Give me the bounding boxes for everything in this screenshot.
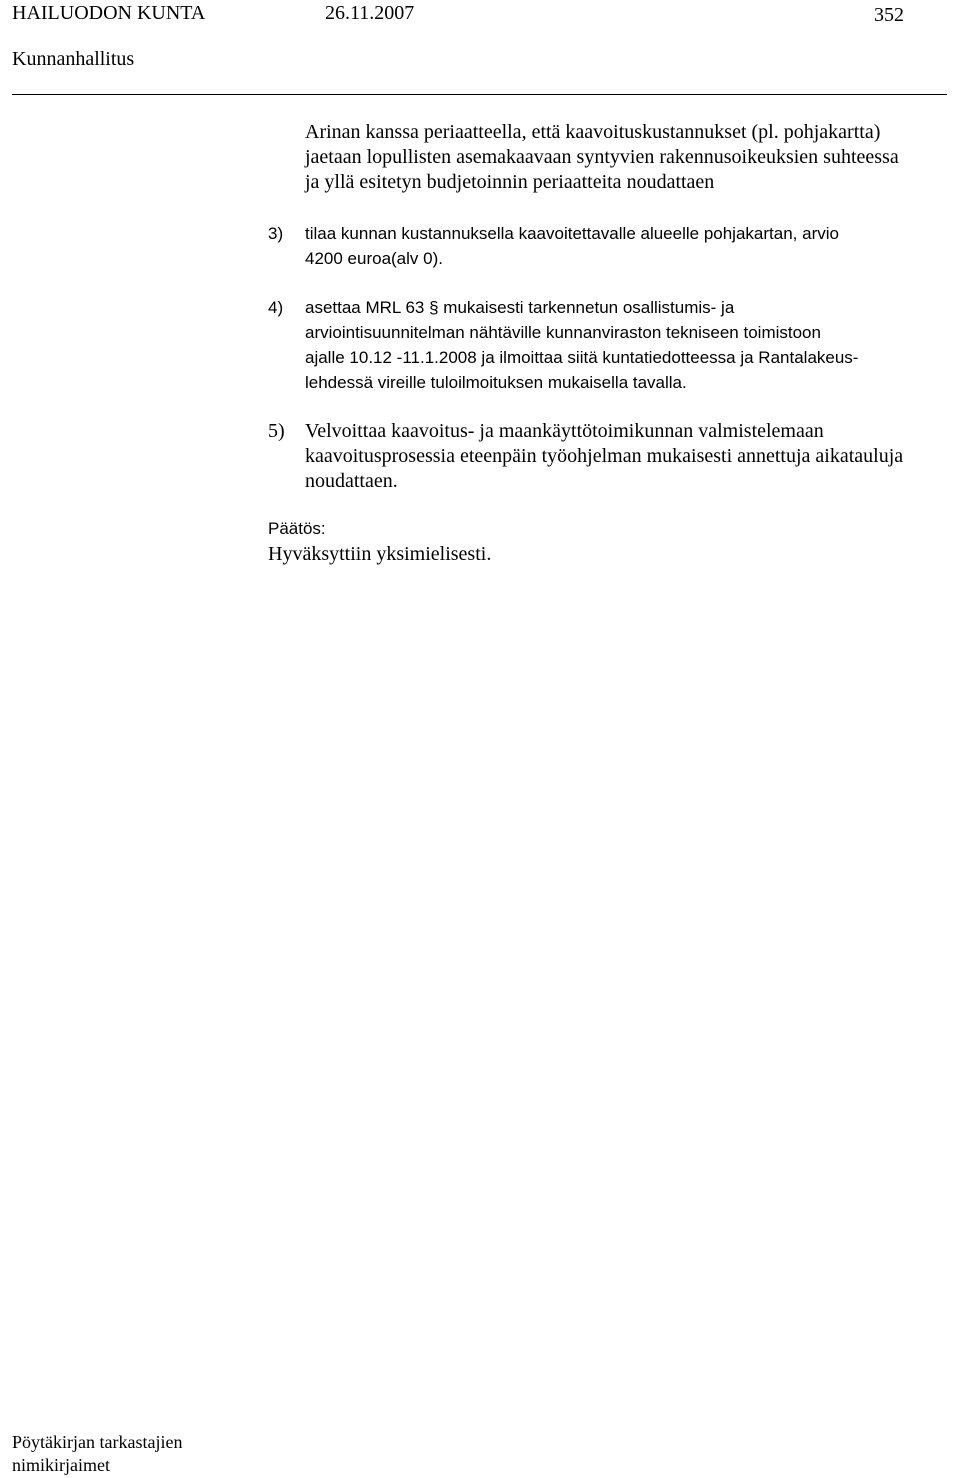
item-line: kaavoitusprosessia eteenpäin työohjelman mukaisesti annettuja aikatauluja [305, 445, 904, 467]
intro-paragraph [305, 120, 950, 195]
item-line: noudattaen. [305, 470, 398, 492]
intro-line: Arinan kanssa periaatteella, että kaavoituskustannukset (pl. pohjakartta) [305, 121, 881, 143]
item-line: arviointisuunnitelman nähtäville kunnanviraston tekniseen toimistoon [305, 323, 821, 342]
intro-line: ja yllä esitetyn budjetoinnin periaatteita noudattaen [305, 171, 715, 193]
decision-label: Päätös: [268, 519, 326, 538]
item-number: 4) [268, 298, 284, 317]
header-divider [12, 94, 947, 95]
item-text [305, 419, 950, 494]
item-line: ajalle 10.12 -11.1.2008 ja ilmoittaa siitä kuntatiedotteessa ja Rantalakeus- [305, 348, 859, 367]
item-line: lehdessä vireille tuloilmoituksen mukaisella tavalla. [305, 373, 687, 392]
item-number: 3) [268, 224, 284, 243]
municipality-name: HAILUODON KUNTA [12, 2, 206, 24]
item-line: Velvoittaa kaavoitus- ja maankäyttötoimikunnan valmistelemaan [305, 420, 824, 442]
item-number: 5) [268, 420, 285, 442]
item-line: tilaa kunnan kustannuksella kaavoitettavalle alueelle pohjakartan, arvio [305, 224, 839, 243]
page-number: 352 [874, 4, 904, 26]
governing-body: Kunnanhallitus [12, 48, 135, 70]
intro-line: jaetaan lopullisten asemakaavaan syntyvien rakennusoikeuksien suhteessa [305, 146, 899, 168]
item-text [305, 221, 950, 271]
meeting-date: 26.11.2007 [325, 2, 415, 24]
item-line: 4200 euroa(alv 0). [305, 249, 443, 268]
page-footer [12, 1431, 182, 1477]
footer-line: Pöytäkirjan tarkastajien [12, 1432, 183, 1452]
item-text [305, 295, 950, 395]
footer-line: nimikirjaimet [12, 1455, 110, 1475]
decision-text: Hyväksyttiin yksimielisesti. [268, 543, 492, 565]
item-line: asettaa MRL 63 § mukaisesti tarkennetun osallistumis- ja [305, 298, 735, 317]
